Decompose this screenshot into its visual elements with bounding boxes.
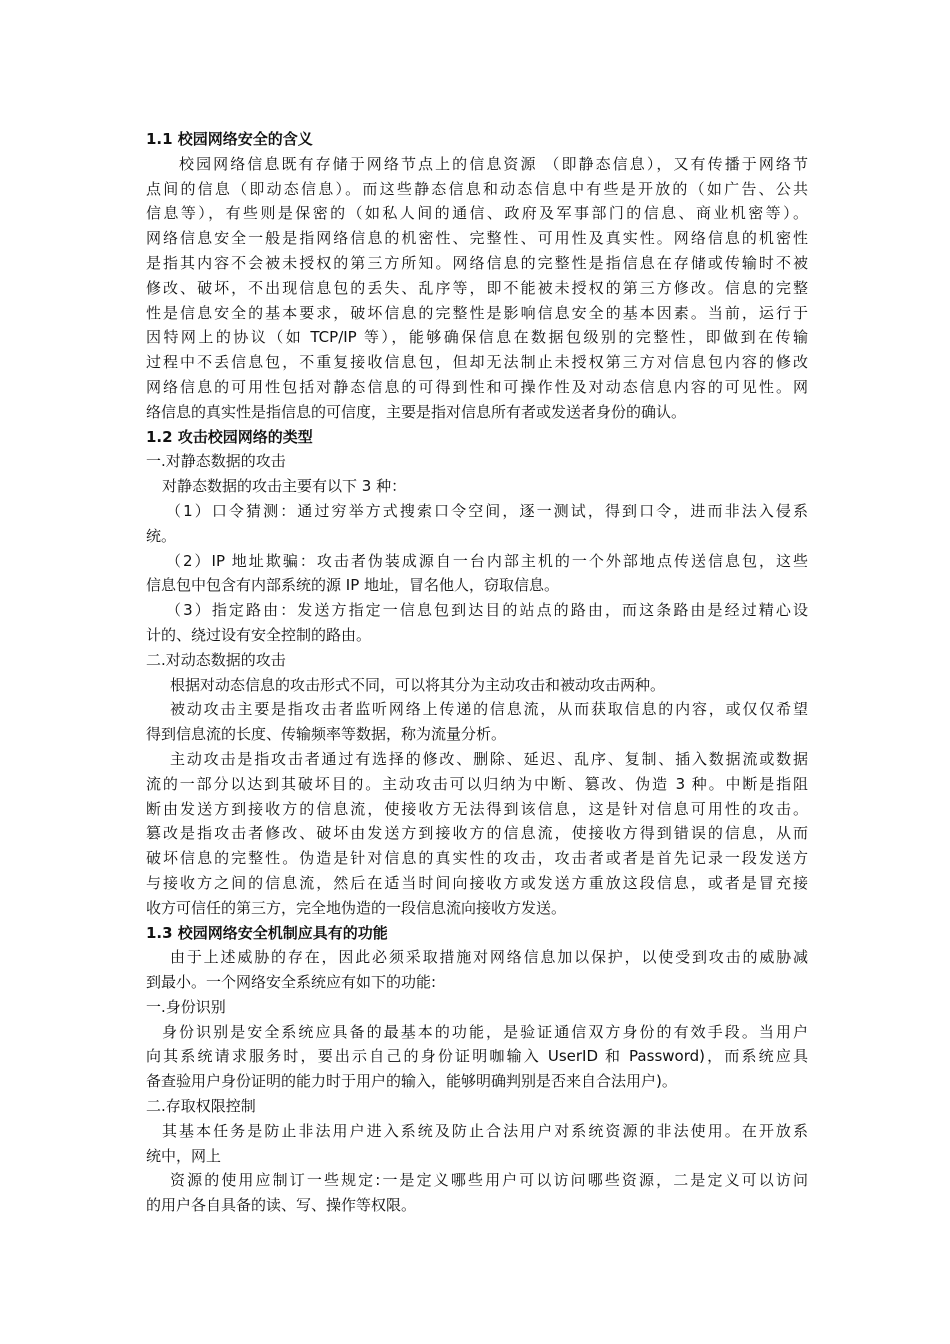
text-line: 断由发送方到接收方的信息流，使接收方无法得到该信息，这是针对信息可用性的攻击。 (146, 799, 808, 818)
text-line: 性是信息安全的基本要求，破坏信息的完整性是影响信息安全的基本因素。当前，运行于 (146, 303, 808, 322)
section-heading: 1.2 攻击校园网络的类型 (146, 427, 313, 446)
text-line: 统。 (146, 526, 177, 545)
text-line: 一.身份识别 (146, 997, 226, 1016)
text-line: 过程中不丢信息包，不重复接收信息包，但却无法制止未授权第三方对信息包内容的修改 (146, 353, 808, 372)
text-line: 由于上述威胁的存在，因此必须采取措施对网络信息加以保护，以使受到攻击的威胁减 (170, 948, 808, 967)
text-line: 是指其内容不会被未授权的第三方所知。网络信息的完整性是指信息在存储或传输时不被 (146, 253, 808, 272)
text-line: 资源的使用应制订一些规定:一是定义哪些用户可以访问哪些资源，二是定义可以访问 (170, 1171, 808, 1190)
document-page (146, 127, 808, 1218)
text-line: 篡改是指攻击者修改、破坏由发送方到接收方的信息流，使接收方得到错误的信息，从而 (146, 824, 808, 843)
text-line: 与接收方之间的信息流，然后在适当时间向接收方或发送方重放这段信息，或者是冒充接 (146, 873, 808, 892)
text-line: 收方可信任的第三方，完全地伪造的一段信息流向接收方发送。 (146, 898, 567, 917)
text-line: 流的一部分以达到其破坏目的。主动攻击可以归纳为中断、篡改、伪造 3 种。中断是指阻 (146, 774, 808, 793)
text-line: 到最小。一个网络安全系统应有如下的功能: (146, 973, 437, 992)
text-line: （1）口令猜测：通过穷举方式搜索口令空间，逐一测试，得到口令，进而非法入侵系 (166, 501, 808, 520)
text-line: 统中，网上 (146, 1146, 222, 1165)
text-line: 得到信息流的长度、传输频率等数据，称为流量分析。 (146, 725, 507, 744)
text-line: 身份识别是安全系统应具备的最基本的功能，是验证通信双方身份的有效手段。当用户 (162, 1022, 808, 1041)
text-line: 因特网上的协议（如 TCP/IP 等），能够确保信息在数据包级别的完整性，即做到在传输 (146, 328, 808, 347)
text-line: 的用户各自具备的读、写、操作等权限。 (146, 1196, 417, 1215)
text-line: 网络信息安全一般是指网络信息的机密性、完整性、可用性及真实性。网络信息的机密性 (146, 229, 808, 248)
text-line: 计的、绕过设有安全控制的路由。 (146, 625, 372, 644)
text-line: 主动攻击是指攻击者通过有选择的修改、删除、延迟、乱序、复制、插入数据流或数据 (170, 749, 808, 768)
text-line: 信息等），有些则是保密的（如私人间的通信、政府及军事部门的信息、商业机密等）。 (146, 204, 808, 223)
text-line: 修改、破坏，不出现信息包的丢失、乱序等，即不能被未授权的第三方修改。信息的完整 (146, 278, 808, 297)
text-line: 备查验用户身份证明的能力时于用户的输入，能够明确判别是否来自合法用户)。 (146, 1072, 677, 1091)
text-line: （3）指定路由：发送方指定一信息包到达目的站点的路由，而这条路由是经过精心设 (166, 601, 808, 620)
text-line: 被动攻击主要是指攻击者监听网络上传递的信息流，从而获取信息的内容，或仅仅希望 (170, 700, 808, 719)
text-line: 二.存取权限控制 (146, 1097, 256, 1116)
text-line: （2）IP 地址欺骗：攻击者伪装成源自一台内部主机的一个外部地点传送信息包，这些 (166, 551, 808, 570)
section-heading: 1.3 校园网络安全机制应具有的功能 (146, 923, 388, 942)
text-line: 向其系统请求服务时，要出示自己的身份证明咖输入 UserID 和 Password)，而系统应具 (146, 1047, 808, 1066)
text-line: 二.对动态数据的攻击 (146, 650, 286, 669)
text-line: 对静态数据的攻击主要有以下 3 种： (162, 477, 407, 496)
text-line: 信息包中包含有内部系统的源 IP 地址，冒名他人，窃取信息。 (146, 576, 560, 595)
text-line: 网络信息的可用性包括对静态信息的可得到性和可操作性及对动态信息内容的可见性。网 (146, 377, 808, 396)
text-line: 校园网络信息既有存储于网络节点上的信息资源 （即静态信息），又有传播于网络节 (179, 154, 808, 173)
section-heading: 1.1 校园网络安全的含义 (146, 130, 313, 148)
text-line: 其基本任务是防止非法用户进入系统及防止合法用户对系统资源的非法使用。在开放系 (162, 1121, 808, 1140)
text-line: 络信息的真实性是指信息的可信度，主要是指对信息所有者或发送者身份的确认。 (146, 402, 687, 421)
text-line: 一.对静态数据的攻击 (146, 452, 286, 471)
text-line: 破坏信息的完整性。伪造是针对信息的真实性的攻击，攻击者或者是首先记录一段发送方 (146, 849, 808, 868)
text-line: 根据对动态信息的攻击形式不同，可以将其分为主动攻击和被动攻击两种。 (170, 675, 666, 694)
text-line: 点间的信息（即动态信息）。而这些静态信息和动态信息中有些是开放的（如广告、公共 (146, 179, 808, 198)
